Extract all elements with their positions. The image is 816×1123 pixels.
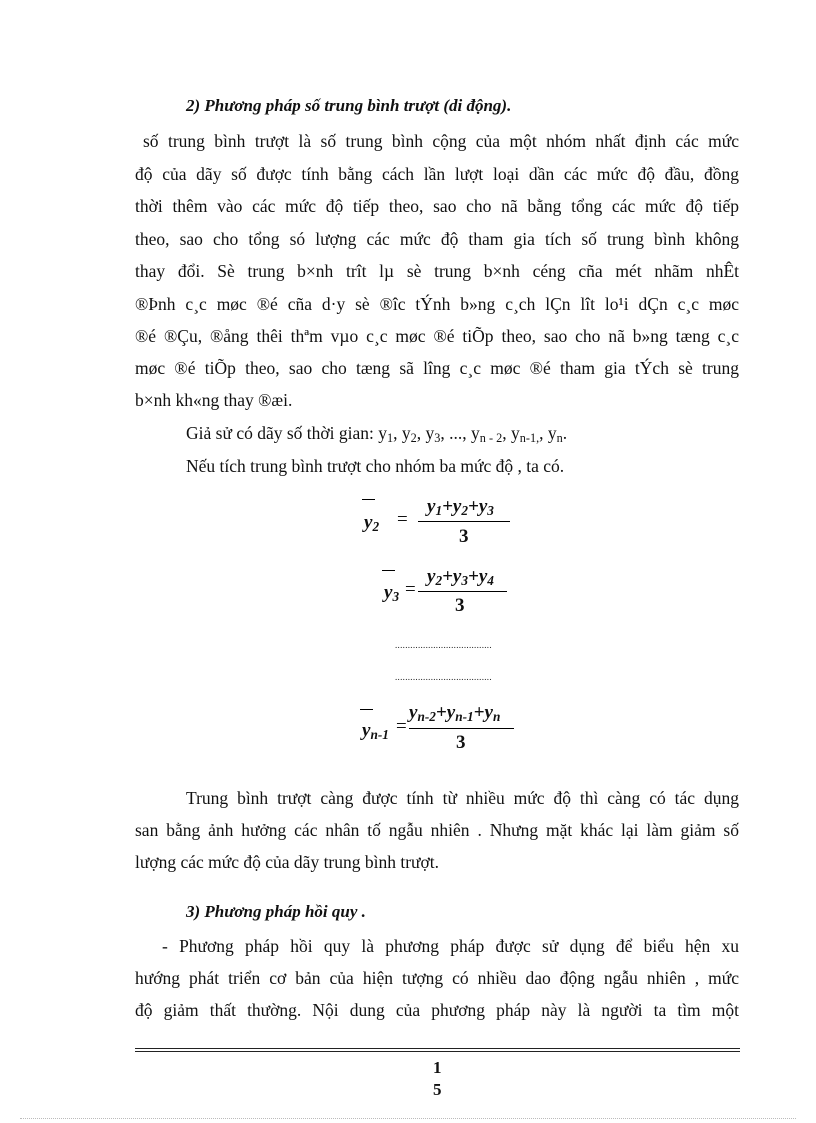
page-number-tens: 1 — [433, 1058, 442, 1077]
text-line: Trung bình trượt càng được tính từ nhiều mức độ thì càng có tác dụng — [186, 788, 739, 808]
text-line: số trung bình trượt là số trung bình cộng của một nhóm nhất định các mức — [143, 131, 739, 151]
page-number-units: 5 — [433, 1080, 442, 1099]
text-line: thay đổi. Sè trung b×nh trît lµ sè trung b×nh céng cña mét nhãm nhÊt — [135, 261, 739, 281]
text-line: - Phương pháp hồi quy là phương pháp được sử dụng để biểu hện xu — [162, 936, 739, 956]
text-line: hướng phát triển cơ bản của hiện tượng có nhiều dao động ngẫu nhiên , mức — [135, 968, 739, 988]
text-line: độ giảm thất thường. Nội dung của phương pháp này là người ta tìm một — [135, 1000, 739, 1020]
section-heading-moving-average: 2) Phương pháp số trung bình trượt (di động). — [186, 96, 512, 115]
footer-rule — [135, 1051, 740, 1052]
text-line: san bằng ảnh hưởng các nhân tố ngẫu nhiên . Nhưng mặt khác lại làm giảm số — [135, 820, 739, 840]
footer-rule — [135, 1048, 740, 1049]
text-line: ®Þnh c¸c møc ®é cña d·y sè ®îc tÝnh b»ng c¸ch lÇn lît lo¹i dÇn c¸c møc — [135, 294, 739, 314]
three-level-statement: Nếu tích trung bình trượt cho nhóm ba mức độ , ta có. — [186, 456, 565, 476]
text-line: theo, sao cho tổng só lượng các mức độ tham gia tích số trung bình không — [135, 229, 739, 249]
time-series-statement: Giả sử có dãy số thời gian: $y_1$, $y_2$, $y_3$, ..., $y_{n - 2}$, $y_{n-1,}$, $y_n$. — [186, 423, 568, 445]
text-line: lượng các mức độ của dãy trung bình trượt. — [135, 852, 440, 872]
continuation-dots: ...................................... — [395, 672, 492, 682]
text-line: b×nh kh«ng thay ®æi. — [135, 390, 293, 410]
text-line: møc ®é tiÕp theo, sao cho tæng sã lîng c¸c møc ®é tham gia tÝch sè trung — [135, 358, 739, 378]
text-line: ®é ®Çu, ®ång thêi thªm vµo c¸c møc ®é tiÕp theo, sao cho nã b»ng tæng c¸c — [135, 326, 739, 346]
series-intro: Giả sử có dãy số thời gian: — [186, 423, 379, 443]
text-line: độ của dãy số được tính bằng cách lần lượt loại dần các mức độ đầu, đồng — [135, 164, 739, 184]
page-edge — [20, 1118, 796, 1119]
section-heading-regression: 3) Phương pháp hồi quy . — [186, 902, 366, 921]
continuation-dots: ...................................... — [395, 640, 492, 650]
text-line: thời thêm vào các mức độ tiếp theo, sao cho nã bằng tổng các mức độ tiếp — [135, 196, 739, 216]
